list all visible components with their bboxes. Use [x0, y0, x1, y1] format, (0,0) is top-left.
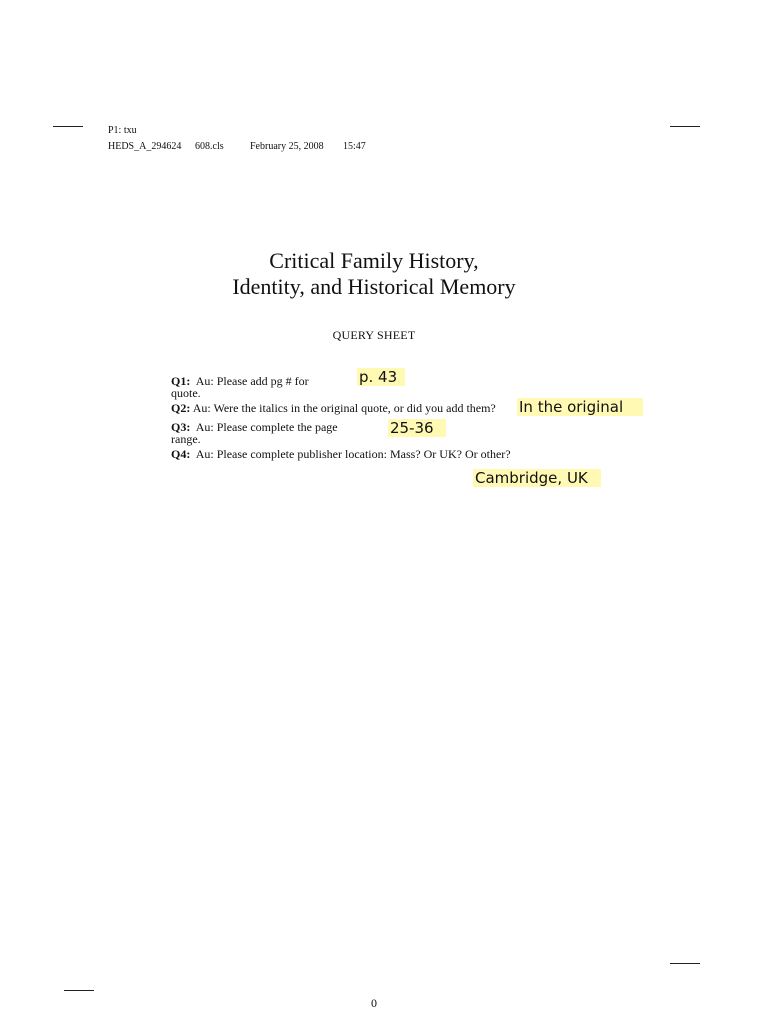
- query-1-label: Q1:: [171, 374, 191, 388]
- header-time: 15:47: [343, 141, 366, 152]
- query-2-answer: In the original: [517, 398, 643, 416]
- query-3-text-cont: range.: [171, 432, 201, 446]
- query-2-text: Au: Were the italics in the original quote, or did you add them?: [192, 401, 496, 415]
- title-line-1: Critical Family History,: [269, 248, 479, 273]
- header-job-info: [108, 141, 366, 153]
- crop-mark-bottom-right: [670, 963, 700, 964]
- header-file: 608.cls: [195, 141, 224, 152]
- title-line-2: Identity, and Historical Memory: [232, 274, 516, 299]
- crop-mark-top-left: [53, 126, 83, 127]
- query-4: [171, 448, 511, 460]
- query-3-label: Q3:: [171, 420, 191, 434]
- query-1: [171, 375, 309, 399]
- query-2: [171, 402, 496, 414]
- query-4-text: Au: Please complete publisher location: Mass? Or UK? Or other?: [195, 447, 511, 461]
- crop-mark-bottom-left: [64, 990, 94, 991]
- query-4-label: Q4:: [171, 447, 191, 461]
- query-1-text-cont: quote.: [171, 386, 201, 400]
- query-1-answer: p. 43: [357, 368, 405, 386]
- header-job-id: HEDS_A_294624: [108, 141, 182, 152]
- query-3-text: Au: Please complete the page: [195, 420, 338, 434]
- query-3-answer: 25-36: [388, 419, 446, 437]
- header-proof-id: P1: txu: [108, 125, 137, 136]
- header-date: February 25, 2008: [250, 141, 324, 152]
- document-title: [0, 248, 748, 300]
- query-1-text: Au: Please add pg # for: [195, 374, 309, 388]
- crop-mark-top-right: [670, 126, 700, 127]
- query-3: [171, 421, 338, 445]
- query-sheet-heading: QUERY SHEET: [332, 328, 416, 342]
- query-2-label: Q2:: [171, 401, 191, 415]
- query-4-answer: Cambridge, UK: [473, 469, 601, 487]
- page-number: 0: [371, 996, 377, 1010]
